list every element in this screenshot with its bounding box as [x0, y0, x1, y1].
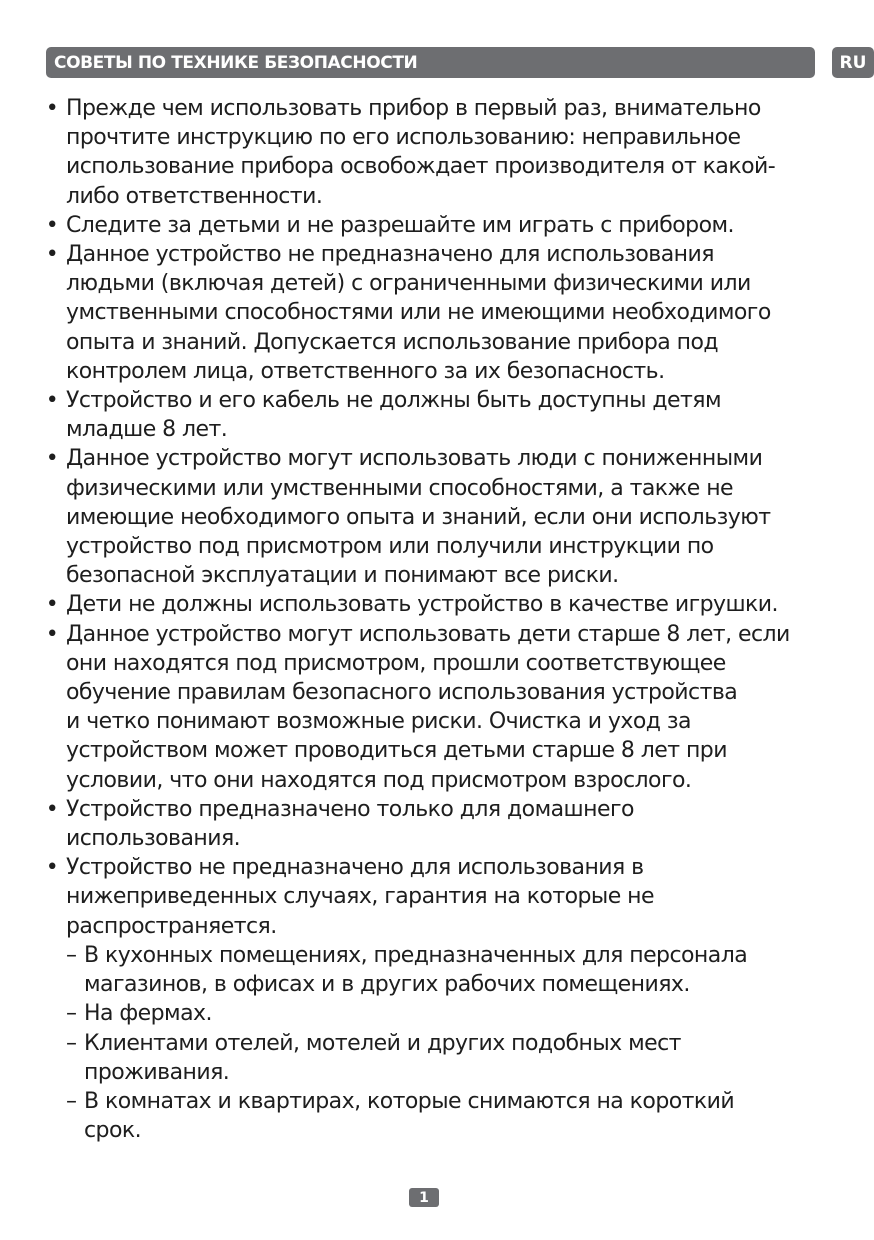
dash-item [44, 1029, 844, 1087]
bullet-item [44, 620, 844, 795]
text-line: нижеприведенных случаях, гарантия на которые не [66, 884, 655, 910]
text-line: распространяется. [66, 913, 277, 939]
text-line: проживания. [84, 1059, 230, 1085]
text-line: умственными способностями или не имеющими необходимого [66, 300, 771, 326]
dash-item [44, 999, 844, 1028]
safety-instructions-list [44, 94, 844, 1145]
text-line: людьми (включая детей) с ограниченными физическими или [66, 271, 751, 297]
text-line: В комнатах и квартирах, которые снимаются на короткий [84, 1088, 735, 1114]
text-line: имеющие необходимого опыта и знаний, если они используют [66, 504, 771, 530]
dash-icon: – [66, 1088, 77, 1114]
dash-icon: – [66, 1030, 77, 1056]
text-line: использование прибора освобождает производителя от какой- [66, 154, 776, 180]
dash-sub-list [44, 941, 844, 1145]
text-line: Устройство предназначено только для домашнего [66, 796, 634, 822]
section-title: СОВЕТЫ ПО ТЕХНИКЕ БЕЗОПАСНОСТИ [54, 52, 418, 73]
bullet-icon: • [45, 796, 59, 822]
text-line: обучение правилам безопасного использования устройства [66, 680, 738, 706]
bullet-item [44, 211, 844, 240]
bullet-icon: • [45, 212, 59, 238]
bullet-list [44, 94, 844, 941]
text-line: Клиентами отелей, мотелей и других подобных мест [84, 1030, 681, 1056]
bullet-icon: • [45, 592, 59, 618]
text-line: использования. [66, 826, 241, 852]
text-line: прочтите инструкцию по его использованию: неправильное [66, 125, 741, 151]
text-line: Данное устройство не предназначено для использования [66, 242, 714, 268]
text-line: контролем лица, ответственного за их безопасность. [66, 358, 665, 384]
text-line: Данное устройство могут использовать люди с пониженными [66, 446, 763, 472]
section-header [46, 47, 815, 78]
bullet-icon: • [45, 621, 59, 647]
bullet-item [44, 94, 844, 211]
bullet-item [44, 590, 844, 619]
text-line: безопасной эксплуатации и понимают все риски. [66, 563, 619, 589]
text-line: устройство под присмотром или получили инструкции по [66, 534, 714, 560]
bullet-item [44, 386, 844, 444]
bullet-icon: • [45, 855, 59, 881]
bullet-icon: • [45, 242, 59, 268]
language-badge: RU [832, 47, 874, 78]
text-line: срок. [84, 1118, 142, 1144]
bullet-item [44, 240, 844, 386]
text-line: Устройство не предназначено для использования в [66, 855, 644, 881]
text-line: и четко понимают возможные риски. Очистка и уход за [66, 709, 691, 735]
text-line: опыта и знаний. Допускается использование прибора под [66, 329, 719, 355]
dash-icon: – [66, 942, 77, 968]
text-line: условии, что они находятся под присмотром взрослого. [66, 767, 692, 793]
text-line: устройством может проводиться детьми старше 8 лет при [66, 738, 727, 764]
text-line: Устройство и его кабель не должны быть доступны детям [66, 388, 721, 414]
text-line: они находятся под присмотром, прошли соответствующее [66, 650, 726, 676]
bullet-icon: • [45, 96, 59, 121]
dash-icon: – [66, 1001, 77, 1027]
text-line: Следите за детьми и не разрешайте им играть с прибором. [66, 212, 734, 238]
dash-item [44, 1087, 844, 1145]
text-line: Данное устройство могут использовать дети старше 8 лет, если [66, 621, 790, 647]
bullet-item [44, 853, 844, 941]
page-number: 1 [409, 1188, 439, 1207]
text-line: физическими или умственными способностями, а также не [66, 475, 734, 501]
text-line: либо ответственности. [66, 183, 323, 209]
dash-item [44, 941, 844, 999]
text-line: магазинов, в офисах и в других рабочих помещениях. [84, 972, 690, 998]
bullet-icon: • [45, 446, 59, 472]
bullet-item [44, 795, 844, 853]
text-line: Прежде чем использовать прибор в первый раз, внимательно [66, 96, 761, 121]
text-line: младше 8 лет. [66, 417, 228, 443]
bullet-icon: • [45, 388, 59, 414]
bullet-item [44, 444, 844, 590]
text-line: На фермах. [84, 1001, 212, 1027]
text-line: В кухонных помещениях, предназначенных для персонала [84, 942, 748, 968]
text-line: Дети не должны использовать устройство в качестве игрушки. [66, 592, 778, 618]
